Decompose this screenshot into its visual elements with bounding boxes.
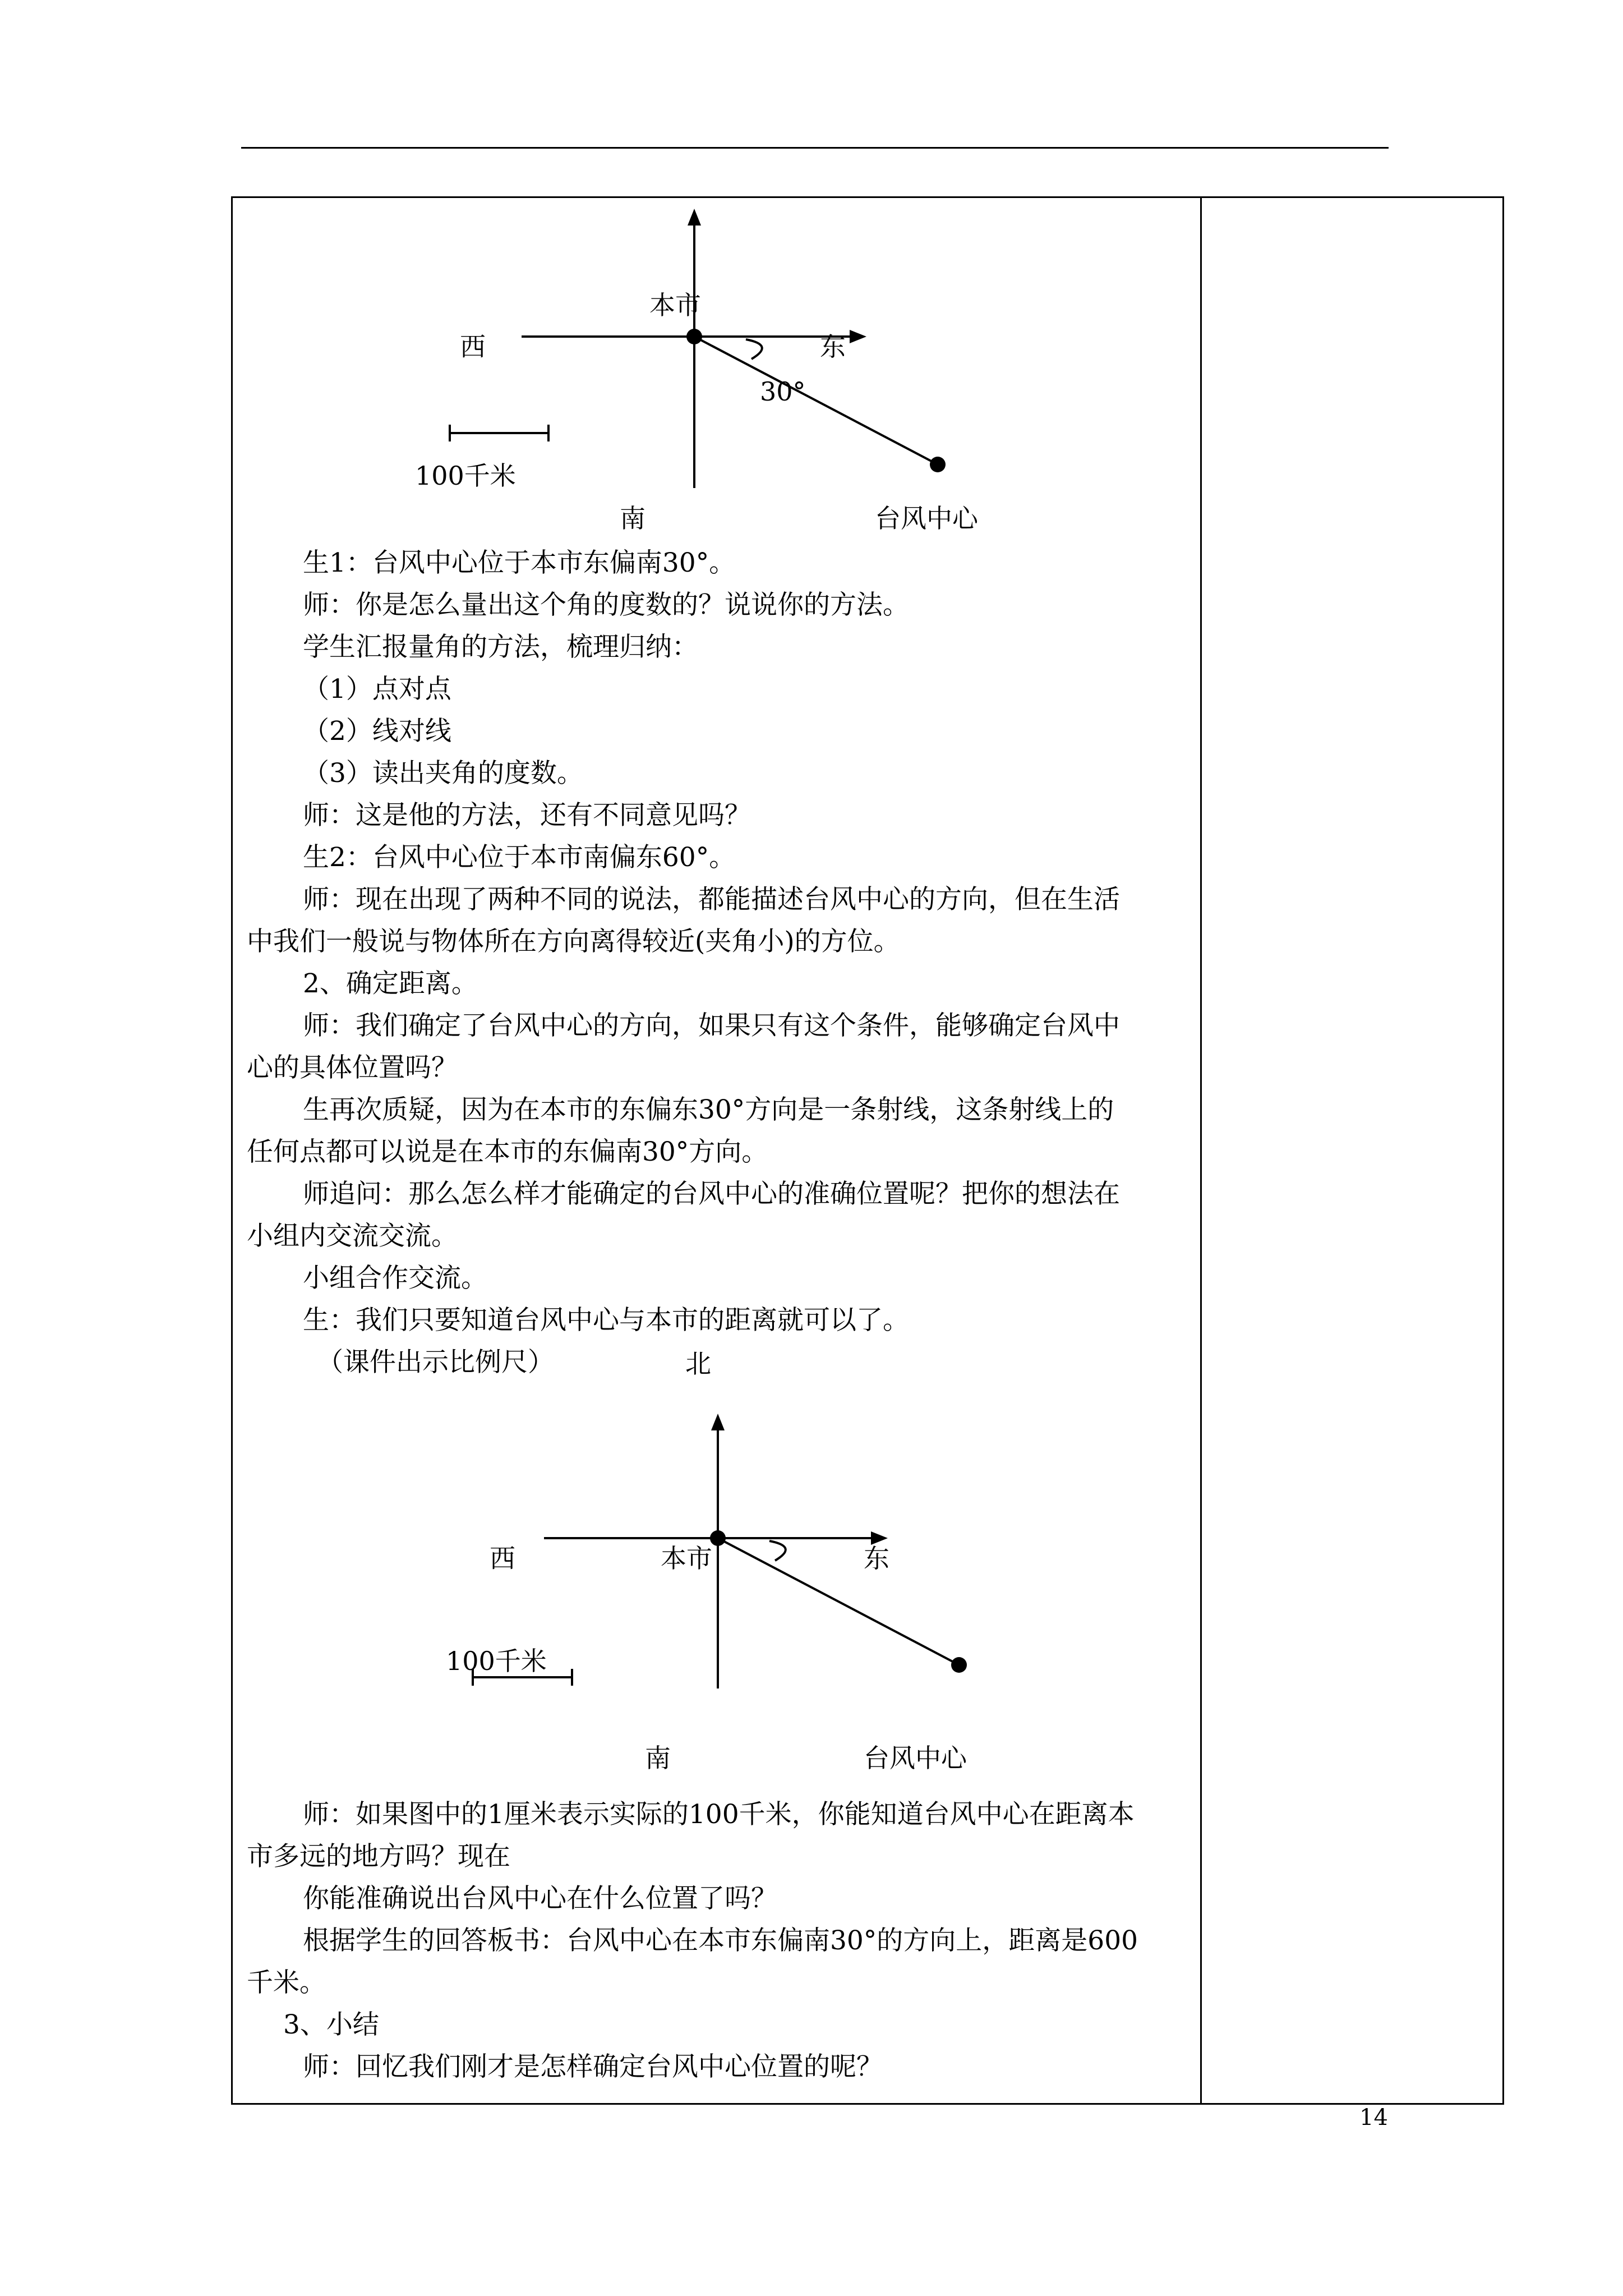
paragraph-line: 3、小结 bbox=[283, 2009, 379, 2040]
paragraph-line: 市多远的地方吗？现在 bbox=[247, 1841, 510, 1872]
paragraph-line: 学生汇报量角的方法，梳理归纳： bbox=[303, 632, 698, 662]
paragraph-line: 生：我们只要知道台风中心与本市的距离就可以了。 bbox=[303, 1305, 909, 1336]
diagram-2-city-dot bbox=[710, 1530, 726, 1546]
diagram-1-typhoon-label: 台风中心 bbox=[875, 503, 978, 533]
paragraph-line: 千米。 bbox=[247, 1967, 326, 1998]
paragraph-line: 2、确定距离。 bbox=[303, 968, 478, 999]
paragraph-line: 生2：台风中心位于本市南偏东60°。 bbox=[303, 842, 736, 873]
paragraph-line: 师追问：那么怎么样才能确定的台风中心的准确位置呢？把你的想法在 bbox=[303, 1179, 1120, 1209]
diagram-2-north-arrow bbox=[711, 1414, 725, 1430]
diagram-2-east-label: 东 bbox=[864, 1543, 889, 1573]
diagram-1-angle-label: 30° bbox=[760, 376, 806, 407]
paragraph-line: 师：这是他的方法，还有不同意见吗？ bbox=[303, 800, 751, 831]
diagram-2-typhoon-ray bbox=[718, 1538, 959, 1665]
paragraph-line: 师：我们确定了台风中心的方向，如果只有这个条件，能够确定台风中 bbox=[303, 1010, 1120, 1041]
diagram-1-city-label: 本市 bbox=[649, 290, 701, 320]
paragraph-line: 生1：台风中心位于本市东偏南30°。 bbox=[303, 547, 736, 578]
diagram-2-typhoon-dot bbox=[951, 1657, 967, 1673]
paragraph-line: 根据学生的回答板书：台风中心在本市东偏南30°的方向上，距离是600 bbox=[303, 1925, 1138, 1956]
paragraph-line: 师：回忆我们刚才是怎样确定台风中心位置的呢？ bbox=[303, 2051, 883, 2082]
paragraph-line: （3）读出夹角的度数。 bbox=[303, 758, 583, 789]
diagram-1-south-label: 南 bbox=[620, 503, 645, 533]
diagram-1-east-label: 东 bbox=[820, 332, 846, 362]
paragraph-line: 心的具体位置吗？ bbox=[247, 1052, 458, 1083]
paragraph-line: 师：如果图中的1厘米表示实际的100千米，你能知道台风中心在距离本 bbox=[303, 1799, 1135, 1830]
paragraph-line: 中我们一般说与物体所在方向离得较近(夹角小)的方位。 bbox=[247, 926, 900, 957]
paragraph-line: 生再次质疑，因为在本市的东偏东30°方向是一条射线，这条射线上的 bbox=[303, 1094, 1114, 1125]
paragraph-line: （2）线对线 bbox=[303, 716, 451, 747]
paragraph-line: 小组合作交流。 bbox=[303, 1263, 487, 1294]
diagram-1-scale-label: 100千米 bbox=[415, 461, 516, 491]
paragraph-line: （1）点对点 bbox=[303, 674, 451, 705]
diagram-2-angle-arc bbox=[769, 1541, 786, 1561]
paragraph-line: 师：现在出现了两种不同的说法，都能描述台风中心的方向，但在生活 bbox=[303, 884, 1120, 915]
diagram-2-scale-label: 100千米 bbox=[446, 1646, 547, 1676]
diagram-2-north-label: 北 bbox=[685, 1349, 711, 1379]
diagram-2-typhoon-label: 台风中心 bbox=[864, 1743, 967, 1773]
paragraph-line: 师：你是怎么量出这个角的度数的？说说你的方法。 bbox=[303, 590, 909, 620]
page-number: 14 bbox=[1359, 2105, 1388, 2131]
diagram-2-city-label: 本市 bbox=[661, 1543, 712, 1573]
paragraph-line: 你能准确说出台风中心在什么位置了吗？ bbox=[303, 1883, 777, 1914]
diagram-2-west-label: 西 bbox=[490, 1543, 515, 1573]
paragraph-line: 任何点都可以说是在本市的东偏南30°方向。 bbox=[247, 1137, 768, 1167]
paragraph-line: 小组内交流交流。 bbox=[247, 1221, 458, 1251]
paragraph-line: （课件出示比例尺） bbox=[317, 1347, 554, 1378]
diagram-2-south-label: 南 bbox=[645, 1743, 671, 1773]
diagram-1-west-label: 西 bbox=[460, 332, 486, 362]
